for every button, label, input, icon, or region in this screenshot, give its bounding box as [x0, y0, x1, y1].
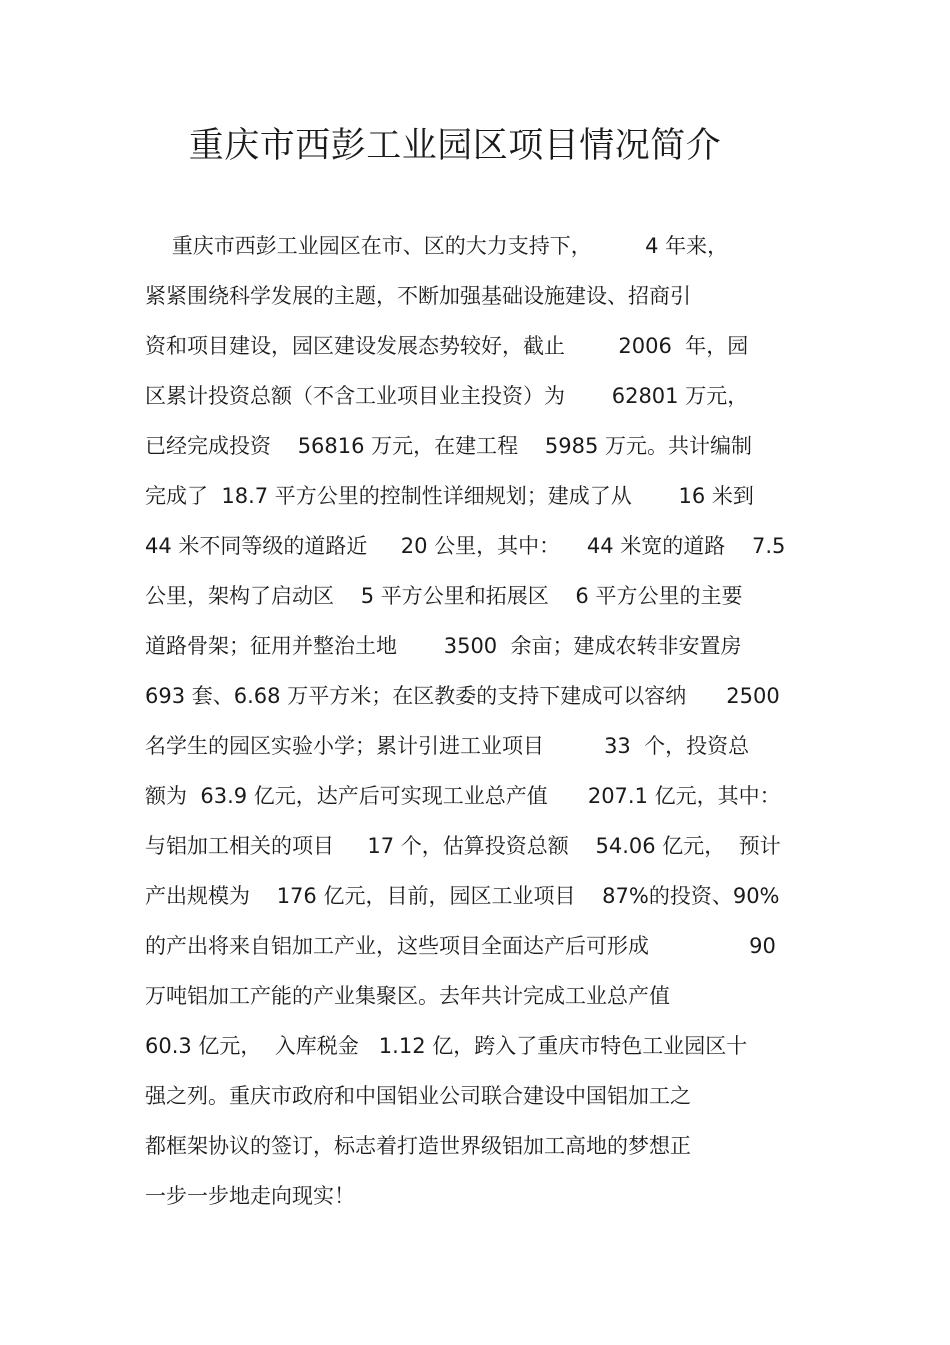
text-line: 44 米不同等级的道路近 20 公里，其中： 44 米宽的道路 7.5 — [145, 534, 786, 558]
document-title: 重庆市西彭工业园区项目情况简介 — [188, 126, 722, 166]
text-line: 都框架协议的签订，标志着打造世界级铝加工高地的梦想正 — [145, 1134, 691, 1158]
text-line: 资和项目建设，园区建设发展态势较好，截止 2006 年，园 — [145, 334, 749, 358]
text-line: 强之列。重庆市政府和中国铝业公司联合建设中国铝加工之 — [145, 1084, 691, 1108]
text-line: 区累计投资总额（不含工业项目业主投资）为 62801 万元， — [145, 384, 749, 408]
text-line: 的产出将来自铝加工产业，这些项目全面达产后可形成 90 — [145, 934, 776, 958]
text-line: 693 套、6.68 万平方米；在区教委的支持下建成可以容纳 2500 — [145, 684, 780, 708]
text-line: 道路骨架；征用并整治土地 3500 余亩；建成农转非安置房 — [145, 634, 742, 658]
text-line: 重庆市西彭工业园区在市、区的大力支持下， 4 年来， — [145, 234, 729, 258]
text-line: 公里，架构了启动区 5 平方公里和拓展区 6 平方公里的主要 — [145, 584, 743, 608]
text-line: 60.3 亿元， 入库税金 1.12 亿，跨入了重庆市特色工业园区十 — [145, 1034, 748, 1058]
text-line: 与铝加工相关的项目 17 个，估算投资总额 54.06 亿元， 预计 — [145, 834, 781, 858]
text-line: 一步一步地走向现实！ — [145, 1184, 355, 1208]
text-line: 产出规模为 176 亿元，目前，园区工业项目 87%的投资、90% — [145, 884, 780, 908]
text-line: 万吨铝加工产能的产业集聚区。去年共计完成工业总产值 — [145, 984, 670, 1008]
text-line: 名学生的园区实验小学；累计引进工业项目 33 个，投资总 — [145, 734, 750, 758]
body-paragraph — [145, 227, 825, 1227]
text-line: 已经完成投资 56816 万元，在建工程 5985 万元。共计编制 — [145, 434, 752, 458]
text-line: 完成了 18.7 平方公里的控制性详细规划；建成了从 16 米到 — [145, 484, 754, 508]
text-line: 额为 63.9 亿元，达产后可实现工业总产值 207.1 亿元，其中： — [145, 784, 781, 808]
text-line: 紧紧围绕科学发展的主题，不断加强基础设施建设、招商引 — [145, 284, 691, 308]
